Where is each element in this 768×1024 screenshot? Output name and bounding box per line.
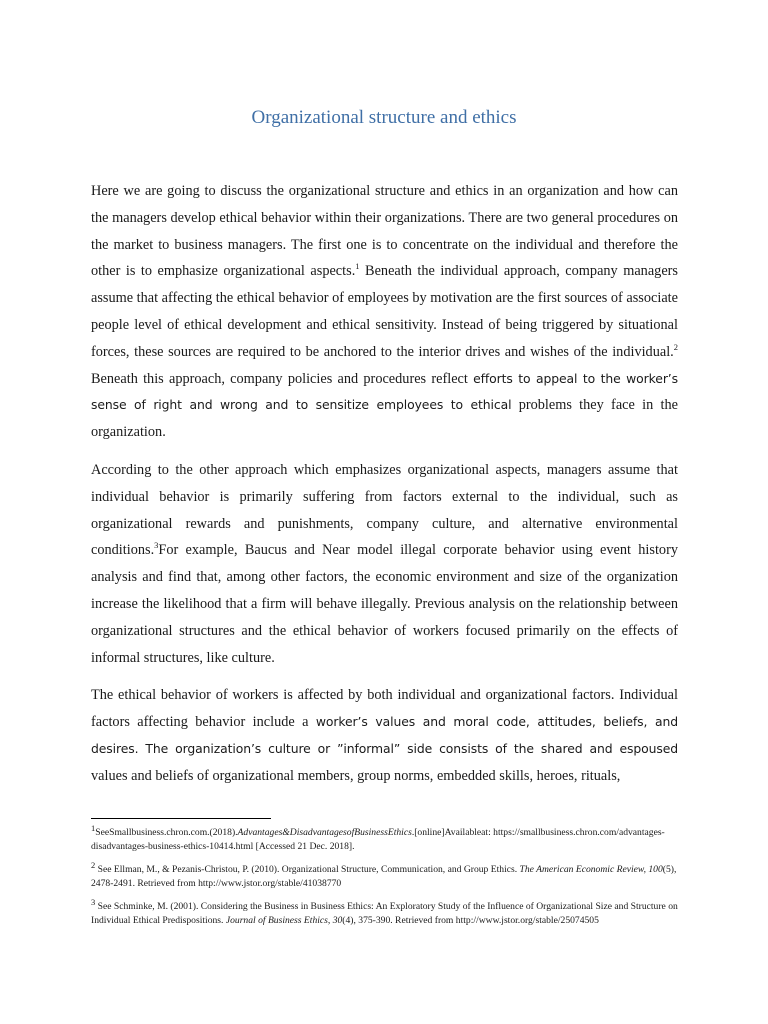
footnote-2 <box>91 860 681 890</box>
paragraph-2-text-a: According to the other approach which emphasizes organizational aspects, managers assume that individual behavior is primarily suffering from factors external to the individual, such as organizational rewards and punishments, company culture, and alternative environmental conditions. <box>91 461 678 559</box>
paragraph-1-text-e: problems they face in the organization. <box>91 397 678 441</box>
footnote-2-number: 2 <box>91 860 96 870</box>
paragraph-2-text-b: For example, Baucus and Near model illegal corporate behavior using event history analysis and find that, among other factors, the economic environment and size of the organization increase the likelihood that a firm will behave illegally. Previous analysis on the relationship between organizational structures and the ethical behavior of workers focused primarily on the effects of informal structures, like culture. <box>91 542 678 666</box>
footnote-ref-1: 1 <box>355 261 360 272</box>
footnote-3-text-b: (4), 375-390. Retrieved from http://www.jstor.org/stable/25074505 <box>342 914 599 926</box>
footnote-2-text-b: (5), 2478-2491. Retrieved from http://www.jstor.org/stable/41038770 <box>91 864 677 889</box>
footnote-3-text-a: See Schminke, M. (2001). Considering the Business in Business Ethics: An Exploratory Study of the Influence of Organizational Size and Structure on Individual Ethical Predispositions. <box>91 901 678 926</box>
footnote-1-text-b: .[online]Availableat: https://smallbusiness.chron.com/advantages-disadvantages-business-ethics-10414.html [Accessed 21 Dec. 2018]. <box>91 827 665 852</box>
paragraph-3-text-b: worker’s values and moral code, attitudes, beliefs, and desires. The organization’s culture or ”informal” side consists of the shared and espoused <box>91 714 678 756</box>
footnote-3-italic: Journal of Business Ethics, 30 <box>225 914 343 926</box>
paragraph-3-text-c: values and beliefs of organizational members, group norms, embedded skills, heroes, rituals, <box>91 767 621 784</box>
paragraph-1-text-d: efforts to appeal to the worker’s sense of right and wrong and to sensitize employees to ethical <box>91 370 679 413</box>
paragraph-3-text-a: The ethical behavior of workers is affected by both individual and organizational factors. Individual factors affecting behavior include a <box>91 687 678 731</box>
footnote-ref-2: 2 <box>673 342 678 353</box>
footnote-2-text-a: See Ellman, M., & Pezanis-Christou, P. (2010). Organizational Structure, Communication, and Group Ethics. <box>95 864 520 876</box>
document-title: Organizational structure and ethics <box>251 107 517 128</box>
footnote-1-number: 1 <box>91 822 96 833</box>
footnote-1 <box>91 822 681 853</box>
footnote-separator <box>91 818 271 819</box>
footnote-2-italic: The American Economic Review, 100 <box>519 864 663 876</box>
body-text <box>91 178 678 801</box>
footnotes <box>91 822 681 938</box>
paragraph-2 <box>91 457 678 671</box>
paragraph-1-text-c: Beneath this approach, company policies and procedures reflect <box>91 370 474 387</box>
paragraph-3 <box>91 682 678 789</box>
paragraph-1 <box>91 178 678 446</box>
footnote-1-italic: Advantages&DisadvantagesofBusinessEthics <box>237 827 412 838</box>
footnote-3 <box>91 897 681 927</box>
paragraph-1-text-b: Beneath the individual approach, company managers assume that affecting the ethical behavior of employees by motivation are the first sources of associate people level of ethical development and ethical sensitivity. Instead of being triggered by situational forces, these sources are required to be anchored to the interior drives and wishes of the individual. <box>91 263 678 360</box>
footnote-ref-3: 3 <box>154 540 159 551</box>
footnote-3-number: 3 <box>91 897 96 908</box>
footnote-1-text-a: SeeSmallbusiness.chron.com.(2018). <box>95 827 238 838</box>
paragraph-1-text-a: Here we are going to discuss the organizational structure and ethics in an organization and how can the managers develop ethical behavior within their organizations. There are two general procedures on the market to business managers. The first one is to concentrate on the individual and therefore the other is to emphasize organizational aspects. <box>91 183 678 280</box>
